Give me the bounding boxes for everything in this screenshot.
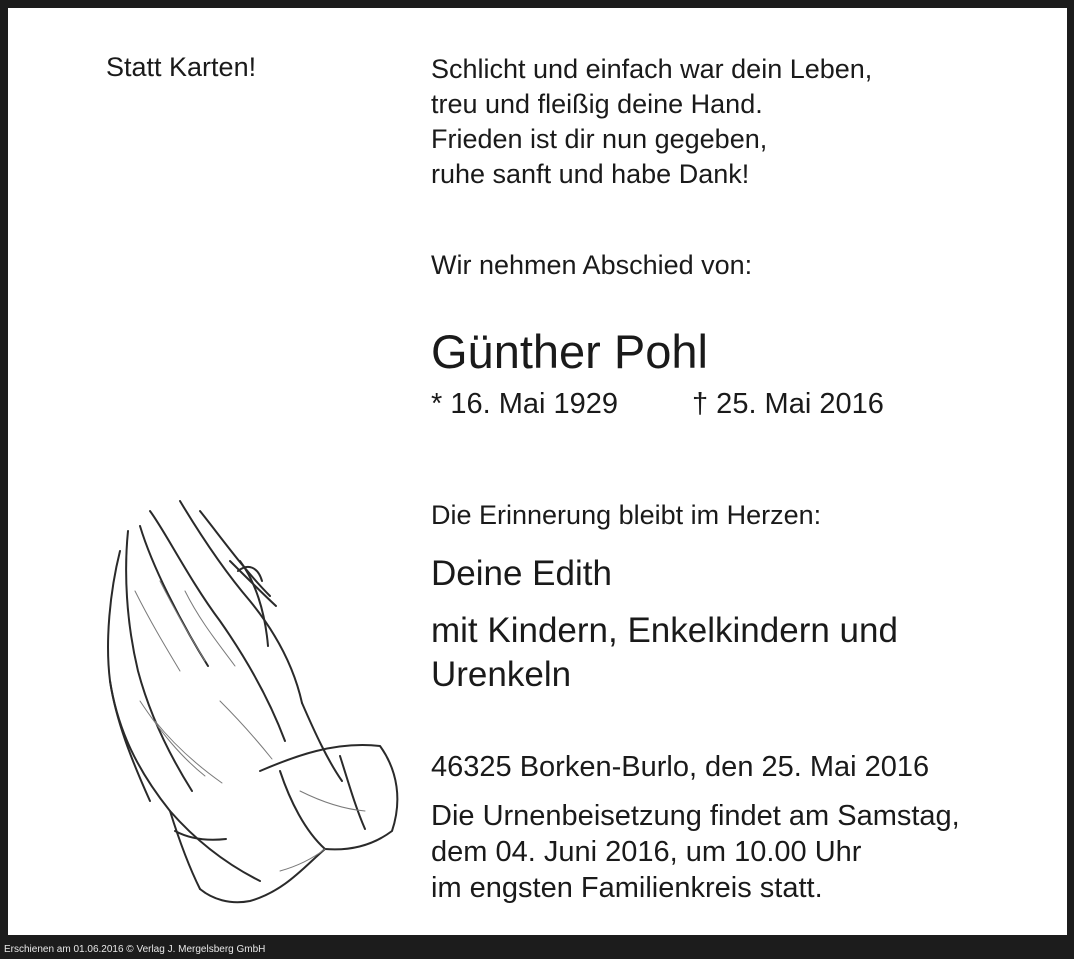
- poem-line: treu und fleißig deine Hand.: [431, 89, 763, 119]
- memory-line: Die Erinnerung bleibt im Herzen:: [431, 500, 822, 530]
- burial-info: [431, 798, 960, 906]
- poem-line: Frieden ist dir nun gegeben,: [431, 124, 768, 154]
- death-date: † 25. Mai 2016: [692, 388, 884, 420]
- poem: [431, 52, 872, 192]
- family-line: Urenkeln: [431, 655, 572, 694]
- statt-karten-label: Statt Karten!: [106, 52, 257, 82]
- place-date: 46325 Borken-Burlo, den 25. Mai 2016: [431, 751, 930, 783]
- family-lines: [431, 609, 898, 697]
- burial-line: im engsten Familienkreis statt.: [431, 872, 823, 904]
- poem-line: ruhe sanft und habe Dank!: [431, 159, 750, 189]
- burial-line: Die Urnenbeisetzung findet am Samstag,: [431, 800, 960, 832]
- mourner-name: Deine Edith: [431, 554, 612, 593]
- publication-footer: Erschienen am 01.06.2016 © Verlag J. Mergelsberg GmbH: [4, 944, 266, 955]
- birth-date: * 16. Mai 1929: [431, 388, 619, 420]
- deceased-name: Günther Pohl: [431, 325, 708, 378]
- poem-line: Schlicht und einfach war dein Leben,: [431, 54, 873, 84]
- praying-hands-icon: [80, 471, 420, 921]
- family-line: mit Kindern, Enkelkindern und: [431, 611, 898, 650]
- farewell-line: Wir nehmen Abschied von:: [431, 250, 753, 280]
- burial-line: dem 04. Juni 2016, um 10.00 Uhr: [431, 836, 862, 868]
- obituary-notice: [8, 8, 1067, 935]
